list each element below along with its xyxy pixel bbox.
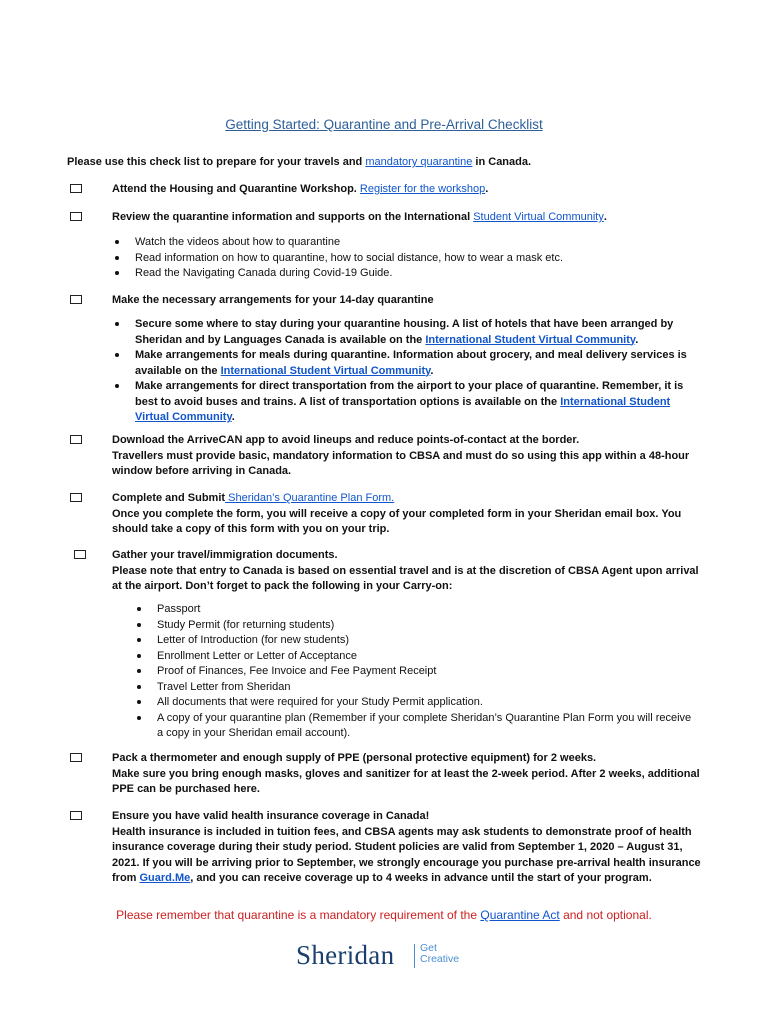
checkbox-review[interactable] bbox=[70, 212, 82, 221]
item-review: Review the quarantine information and supports on the International Student Virtual Community. bbox=[112, 211, 607, 223]
checkbox-insurance[interactable] bbox=[70, 811, 82, 820]
list-item: Enrollment Letter or Letter of Acceptance bbox=[135, 649, 695, 665]
logo-tagline: Get Creative bbox=[420, 942, 460, 965]
review-bullet-list bbox=[113, 235, 693, 282]
page-title: Getting Started: Quarantine and Pre-Arrival Checklist bbox=[225, 117, 543, 132]
item-planform: Complete and Submit Sheridan’s Quarantine Plan Form. Once you complete the form, you will receive a copy of your completed form in your Sheridan email box. You should take a copy of this form with you on your trip. bbox=[112, 492, 682, 535]
quarantine-plan-form-link[interactable]: Sheridan’s Quarantine Plan Form. bbox=[225, 492, 395, 504]
arrangements-bullet-list bbox=[113, 317, 693, 426]
list-item: Make arrangements for meals during quarantine. Information about grocery, and meal delivery services is available on the International Student Virtual Community. bbox=[113, 348, 693, 379]
isvc-link-meals[interactable]: International Student Virtual Community bbox=[220, 364, 431, 377]
isvc-link-transportation[interactable]: International Student Virtual Community bbox=[135, 395, 671, 423]
list-item: Read information on how to quarantine, how to social distance, how to wear a mask etc. bbox=[113, 251, 693, 267]
item-arrivecan: Download the ArriveCAN app to avoid lineups and reduce points-of-contact at the border. Travellers must provide basic, mandatory information to CBSA and must do so using this app within a 48-hour window before arriving in Canada. bbox=[112, 434, 690, 477]
list-item: Secure some where to stay during your quarantine housing. A list of hotels that have been arranged by Sheridan and by Languages Canada is available on the International Student Virtual Community. bbox=[113, 317, 693, 348]
checkbox-documents[interactable] bbox=[74, 550, 86, 559]
logo-divider bbox=[414, 944, 415, 968]
isvc-link-housing[interactable]: International Student Virtual Community bbox=[425, 333, 636, 346]
list-item: A copy of your quarantine plan (Remember if your complete Sheridan’s Quarantine Plan Form you will receive a copy in your Sheridan email account). bbox=[135, 711, 695, 742]
list-item: Read the Navigating Canada during Covid-19 Guide. bbox=[113, 266, 693, 282]
list-item: Make arrangements for direct transportation from the airport to your place of quarantine. Remember, it is best to avoid buses and trains. A list of transportation options is available on the International Student Virtual Community. bbox=[113, 379, 693, 426]
checkbox-arrivecan[interactable] bbox=[70, 435, 82, 444]
item-workshop: Attend the Housing and Quarantine Workshop. Register for the workshop. bbox=[112, 183, 489, 195]
list-item: Letter of Introduction (for new students) bbox=[135, 633, 695, 649]
register-workshop-link[interactable]: Register for the workshop bbox=[359, 183, 486, 195]
list-item: Passport bbox=[135, 602, 695, 618]
checkbox-workshop[interactable] bbox=[70, 184, 82, 193]
checkbox-ppe[interactable] bbox=[70, 753, 82, 762]
mandatory-quarantine-link[interactable]: mandatory quarantine bbox=[365, 156, 473, 168]
item-insurance: Ensure you have valid health insurance coverage in Canada! Health insurance is included in tuition fees, and CBSA agents may ask students to demonstrate proof of health insurance coverage during their study period. Student policies are valid from September 1, 2020 – August 31, 2021. If you will be arriving prior to September, we strongly encourage you purchase pre-arrival health insurance from Guard.Me, and you can receive coverage up to 4 weeks in advance until the start of your program. bbox=[112, 810, 701, 884]
list-item: Travel Letter from Sheridan bbox=[135, 680, 695, 696]
checkbox-planform[interactable] bbox=[70, 493, 82, 502]
item-ppe: Pack a thermometer and enough supply of PPE (personal protective equipment) for 2 weeks. Make sure you bring enough masks, gloves and sanitizer for at least the 2-week period. After 2 weeks, additional PPE can be purchased here. bbox=[112, 752, 700, 795]
checkbox-arrangements[interactable] bbox=[70, 295, 82, 304]
guard-me-link[interactable]: Guard.Me bbox=[139, 872, 191, 884]
documents-bullet-list bbox=[135, 602, 695, 742]
intro-text: Please use this check list to prepare for your travels and mandatory quarantine in Canada. bbox=[67, 156, 532, 168]
list-item: Study Permit (for returning students) bbox=[135, 618, 695, 634]
quarantine-act-link[interactable]: Quarantine Act bbox=[480, 908, 560, 922]
closing-note: Please remember that quarantine is a mandatory requirement of the Quarantine Act and not optional. bbox=[116, 908, 652, 922]
student-virtual-community-link[interactable]: Student Virtual Community bbox=[473, 211, 604, 223]
item-arrangements: Make the necessary arrangements for your 14-day quarantine bbox=[112, 294, 434, 306]
list-item: Watch the videos about how to quarantine bbox=[113, 235, 693, 251]
logo-wordmark: Sheridan bbox=[296, 940, 395, 970]
list-item: All documents that were required for your Study Permit application. bbox=[135, 695, 695, 711]
item-documents: Gather your travel/immigration documents. Please note that entry to Canada is based on essential travel and is at the discretion of CBSA Agent upon arrival at the airport. Don’t forget to pack the following in your Carry-on: bbox=[112, 549, 699, 592]
list-item: Proof of Finances, Fee Invoice and Fee Payment Receipt bbox=[135, 664, 695, 680]
